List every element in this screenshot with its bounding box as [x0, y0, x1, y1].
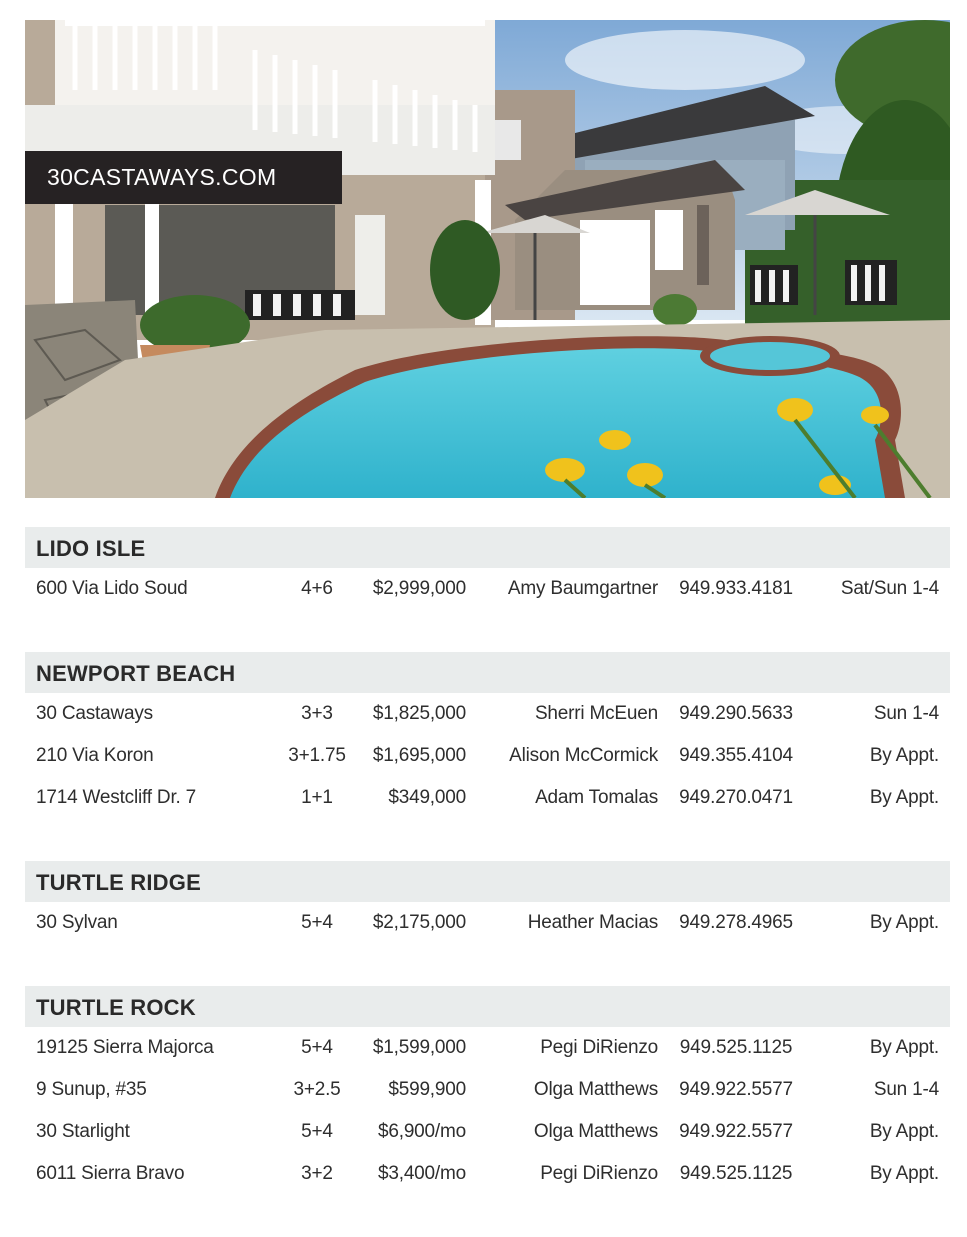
listing-address: 210 Via Koron — [36, 745, 154, 766]
listing-price: $1,695,000 — [372, 745, 466, 766]
listing-price: $2,999,000 — [372, 578, 466, 599]
listing-address: 30 Castaways — [36, 703, 153, 724]
listing-row — [25, 568, 950, 610]
listing-agent: Heather Macias — [527, 912, 658, 933]
listing-row — [25, 1027, 950, 1069]
listing-agent: Adam Tomalas — [535, 787, 658, 808]
listing-price: $349,000 — [388, 787, 466, 808]
listing-bed-bath: 5+4 — [301, 1121, 333, 1142]
listing-bed-bath: 3+1.75 — [288, 745, 346, 766]
website-banner[interactable]: 30CASTAWAYS.COM — [25, 151, 342, 204]
listing-bed-bath: 5+4 — [301, 912, 333, 933]
listing-agent: Alison McCormick — [509, 745, 658, 766]
listing-agent: Pegi DiRienzo — [540, 1163, 658, 1184]
listing-phone: 949.525.1125 — [679, 1163, 793, 1184]
hero-photo — [25, 20, 950, 498]
listing-hours: By Appt. — [869, 912, 939, 933]
section-title: LIDO ISLE — [25, 527, 950, 568]
listing-phone: 949.270.0471 — [679, 787, 793, 808]
listing-hours: By Appt. — [869, 1163, 939, 1184]
section-title: TURTLE ROCK — [25, 986, 950, 1027]
listing-price: $2,175,000 — [372, 912, 466, 933]
section-turtle-ridge — [25, 861, 950, 944]
listing-phone: 949.525.1125 — [679, 1037, 793, 1058]
open-house-listings — [25, 527, 950, 1237]
listing-row — [25, 902, 950, 944]
section-turtle-rock — [25, 986, 950, 1195]
listing-bed-bath: 4+6 — [301, 578, 333, 599]
listing-row — [25, 777, 950, 819]
listing-address: 6011 Sierra Bravo — [36, 1163, 185, 1184]
listing-agent: Sherri McEuen — [534, 703, 658, 724]
listing-bed-bath: 3+2.5 — [293, 1079, 341, 1100]
section-lido-isle — [25, 527, 950, 610]
listing-agent: Amy Baumgartner — [507, 578, 658, 599]
pool-house-illustration — [25, 20, 950, 498]
section-newport-beach — [25, 652, 950, 819]
listing-price: $6,900/mo — [378, 1121, 466, 1142]
listing-address: 30 Sylvan — [36, 912, 118, 933]
listing-row — [25, 1111, 950, 1153]
listing-hours: Sat/Sun 1-4 — [840, 578, 939, 599]
listing-phone: 949.922.5577 — [679, 1121, 793, 1142]
listing-agent: Olga Matthews — [533, 1121, 658, 1142]
listing-agent: Pegi DiRienzo — [540, 1037, 658, 1058]
section-title: NEWPORT BEACH — [25, 652, 950, 693]
listing-price: $1,599,000 — [372, 1037, 466, 1058]
listing-row — [25, 1069, 950, 1111]
listing-address: 600 Via Lido Soud — [36, 578, 188, 599]
listing-bed-bath: 3+3 — [301, 703, 333, 724]
listing-price: $599,900 — [388, 1079, 466, 1100]
listing-price: $3,400/mo — [378, 1163, 466, 1184]
listing-hours: By Appt. — [869, 1037, 939, 1058]
listing-bed-bath: 1+1 — [301, 787, 333, 808]
listing-hours: Sun 1-4 — [873, 1079, 939, 1100]
listing-bed-bath: 5+4 — [301, 1037, 333, 1058]
listing-hours: Sun 1-4 — [873, 703, 939, 724]
listing-phone: 949.278.4965 — [679, 912, 793, 933]
listing-address: 1714 Westcliff Dr. 7 — [36, 787, 197, 808]
section-title: TURTLE RIDGE — [25, 861, 950, 902]
listing-hours: By Appt. — [869, 1121, 939, 1142]
listing-phone: 949.922.5577 — [679, 1079, 793, 1100]
listing-agent: Olga Matthews — [533, 1079, 658, 1100]
listing-phone: 949.355.4104 — [679, 745, 793, 766]
listing-phone: 949.933.4181 — [679, 578, 793, 599]
listing-hours: By Appt. — [869, 787, 939, 808]
listing-row — [25, 735, 950, 777]
listing-address: 19125 Sierra Majorca — [36, 1037, 214, 1058]
listing-address: 9 Sunup, #35 — [36, 1079, 147, 1100]
listing-row — [25, 693, 950, 735]
listing-row — [25, 1153, 950, 1195]
listing-hours: By Appt. — [869, 745, 939, 766]
listing-bed-bath: 3+2 — [301, 1163, 333, 1184]
listing-phone: 949.290.5633 — [679, 703, 793, 724]
listing-address: 30 Starlight — [36, 1121, 130, 1142]
listing-price: $1,825,000 — [372, 703, 466, 724]
